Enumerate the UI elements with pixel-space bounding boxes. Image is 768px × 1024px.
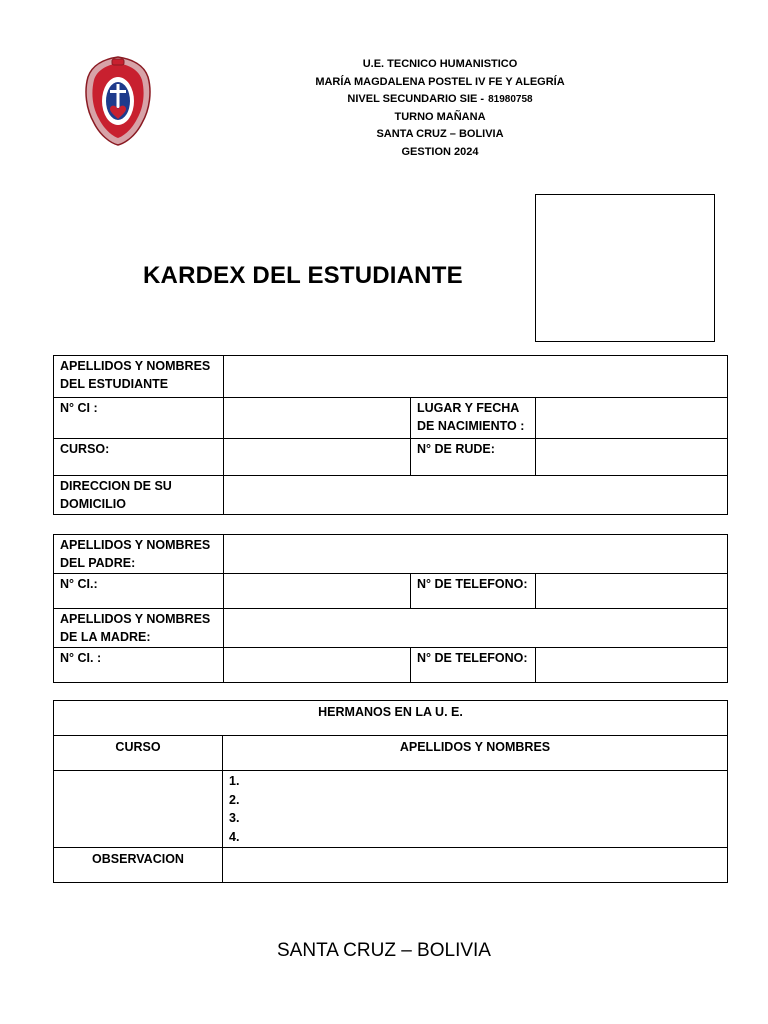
list-item: 2. bbox=[229, 792, 240, 807]
father-phone-field[interactable] bbox=[536, 574, 728, 609]
siblings-title: HERMANOS EN LA U. E. bbox=[54, 701, 728, 736]
course-label: CURSO: bbox=[54, 439, 224, 476]
address-label: DIRECCION DE SU DOMICILIO bbox=[54, 476, 224, 515]
birth-field[interactable] bbox=[536, 398, 728, 439]
institution-header bbox=[290, 56, 590, 162]
list-item: 3. bbox=[229, 811, 240, 825]
birth-label: LUGAR Y FECHA DE NACIMIENTO : bbox=[411, 398, 536, 439]
father-phone-label: N° DE TELEFONO: bbox=[411, 574, 536, 609]
siblings-course-field[interactable] bbox=[54, 771, 223, 848]
student-ci-field[interactable] bbox=[224, 398, 411, 439]
father-name-field[interactable] bbox=[224, 535, 728, 574]
father-ci-field[interactable] bbox=[224, 574, 411, 609]
student-table bbox=[53, 355, 728, 515]
mother-ci-field[interactable] bbox=[224, 648, 411, 683]
student-name-field[interactable] bbox=[224, 356, 728, 398]
father-name-label: APELLIDOS Y NOMBRES DEL PADRE: bbox=[54, 535, 224, 574]
rude-label: N° DE RUDE: bbox=[411, 439, 536, 476]
photo-box[interactable] bbox=[535, 194, 715, 342]
mother-phone-label: N° DE TELEFONO: bbox=[411, 648, 536, 683]
header-sie-label: NIVEL SECUNDARIO SIE - bbox=[347, 93, 485, 106]
father-ci-label: N° CI.: bbox=[54, 574, 224, 609]
parents-table bbox=[53, 534, 728, 683]
school-crest-icon bbox=[82, 55, 154, 147]
mother-ci-label: N° CI. : bbox=[54, 648, 224, 683]
header-line: MARÍA MAGDALENA POSTEL IV FE Y ALEGRÍA bbox=[315, 75, 565, 88]
siblings-names-header: APELLIDOS Y NOMBRES bbox=[223, 736, 728, 771]
sie-number: 81980758 bbox=[488, 94, 533, 106]
mother-name-field[interactable] bbox=[224, 609, 728, 648]
mother-phone-field[interactable] bbox=[536, 648, 728, 683]
siblings-table bbox=[53, 700, 728, 883]
student-name-label: APELLIDOS Y NOMBRES DEL ESTUDIANTE bbox=[54, 356, 224, 398]
siblings-names-list[interactable] bbox=[223, 771, 728, 848]
address-field[interactable] bbox=[224, 476, 728, 515]
header-line: U.E. TECNICO HUMANISTICO bbox=[362, 58, 518, 70]
rude-field[interactable] bbox=[536, 439, 728, 476]
page-title: KARDEX DEL ESTUDIANTE bbox=[143, 262, 463, 289]
header-line bbox=[290, 91, 590, 109]
course-field[interactable] bbox=[224, 439, 411, 476]
list-item: 4. bbox=[229, 829, 240, 844]
header-line: GESTION 2024 bbox=[401, 145, 479, 158]
mother-name-label: APELLIDOS Y NOMBRES DE LA MADRE: bbox=[54, 609, 224, 648]
header-line: TURNO MAÑANA bbox=[394, 110, 486, 123]
observation-label: OBSERVACION bbox=[54, 848, 223, 883]
list-item: 1. bbox=[229, 774, 240, 788]
footer-location: SANTA CRUZ – BOLIVIA bbox=[277, 940, 491, 961]
siblings-course-header: CURSO bbox=[54, 736, 223, 771]
observation-field[interactable] bbox=[223, 848, 728, 883]
header-line: SANTA CRUZ – BOLIVIA bbox=[376, 128, 504, 141]
student-ci-label: N° CI : bbox=[54, 398, 224, 439]
